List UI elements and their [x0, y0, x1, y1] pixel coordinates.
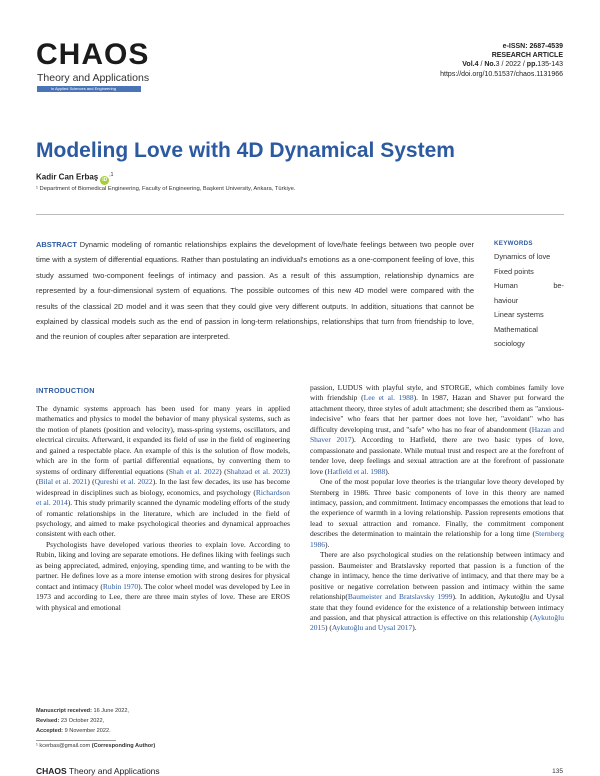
citation-link[interactable]: Sternberg 1986 [310, 529, 564, 549]
keyword-item: Fixed points [494, 266, 534, 276]
manuscript-dates [36, 706, 129, 736]
author-mark: ,1 [109, 172, 114, 178]
abstract [36, 237, 474, 345]
paragraph: Psychologists have developed various theories to explain love. According to Rubin, liking and loving are separate emotions. He defines liking with feelings such as being appreciated, admired, enjoying, spending time, and wanting to be with the partner. He defines love as a more intense emotion with strong desires for physical contact and intimacy (Rubin 1970). The color wheel model was developed by Lee in 1973 and according to Lee, there are three main styles of love. These are EROS with physical and emotional [36, 539, 290, 612]
citation-link[interactable]: Qureshi et al. 2022 [94, 477, 153, 487]
citation-link[interactable]: Hazan and Shaver 2017 [310, 424, 564, 445]
keyword-item: Dynamics of love [494, 252, 551, 261]
citation-link[interactable]: Shah et al. 2022 [168, 466, 220, 476]
citation-link[interactable]: Lee et al. 1988 [363, 393, 414, 403]
author-email[interactable]: ¹ kcerbas@gmail.com [36, 743, 91, 749]
footer-journal-name: CHAOS Theory and Applications [36, 766, 160, 776]
affiliation: ¹ Department of Biomedical Engineering, Faculty of Engineering, Başkent University, Ankara, Türkiye. [36, 186, 296, 192]
paper-title: Modeling Love with 4D Dynamical System [36, 139, 455, 162]
keyword-item: Human [494, 281, 518, 290]
citation-link[interactable]: Aykutoğlu and Uysal 2017 [331, 623, 413, 633]
page-number: 135 [552, 768, 563, 775]
journal-logo-bar: in Applied Sciences and Engineering [37, 86, 141, 92]
keyword-item: Mathematical [494, 324, 538, 334]
citation-link[interactable]: Aykutoğlu 2015 [310, 612, 564, 633]
keywords-heading: KEYWORDS [494, 240, 533, 247]
paragraph: The dynamic systems approach has been used for many years in applied mathematics and physics to model the behavior of many physical systems, such as the motion of planets (position and velocity), mass-spring systems, oscillators, and electrical circuits. Afterward, it expanded its field of use in the field of engineering and gained a respectable place. An example of this is the solution of flow models, which are in the form of partial differential equations, by converting them to systems of ordinary differential equations (Shah et al. 2022) (Shahzad et al. 2023) (Bilal et al. 2021) (Qureshi et al. 2022). In the last few decades, its use has become widespread in disciplines such as biology, economics, and psychology (Richardson et al. 2014). This study primarily scanned the dynamic modeling efforts of the study of romantic relationships in the literature, which are included in the field of psychology, and aimed to make psychological theories and dynamical approaches consistent with each other. [36, 404, 291, 539]
footnote-divider [36, 740, 116, 741]
citation-link[interactable]: Hatfield et al. 1988 [327, 466, 386, 476]
keyword-item: sociology [494, 339, 525, 348]
abstract-text: Dynamic modeling of romantic relationships explains the development of love/hate feelings between two people over time with a system of differential equations. Rather than postulating an individual's emotions as a one-component feeling of love, this study assumed two-component feelings of intimacy and passion. As a result of this assumption, relationship dynamics are represented by a four-dimensional system of equations. The possible outcomes of this new 4D model were compared with the results of the classical 2D model and it was seen that they could give very different outputs. In addition, situations that cannot be explained by classical models such as the end of passion in long-term relationships, relationships that turn from friendship to love, and the reunion of couples after separation are interpreted. [36, 240, 474, 342]
body-column-left [36, 404, 290, 613]
article-type: RESEARCH ARTICLE [491, 52, 563, 59]
keyword-item-split [494, 279, 564, 294]
header-divider [36, 214, 564, 215]
revised-date: Revised: 23 October 2022, [36, 718, 105, 724]
abstract-label: ABSTRACT [36, 240, 77, 249]
orcid-icon[interactable]: iD [102, 176, 108, 183]
section-heading-introduction: INTRODUCTION [36, 386, 95, 395]
received-date: Manuscript received: 16 June 2022, [36, 708, 129, 714]
citation-link[interactable]: Rubin 1970 [102, 581, 139, 591]
keywords-list [494, 250, 564, 352]
citation-link[interactable]: Baumeister and Bratslavsky 1999 [347, 592, 453, 602]
citation-link[interactable]: Richardson et al. 2014 [36, 487, 290, 508]
author-line [36, 172, 113, 185]
citation-link[interactable]: Shahzad et al. 2023 [226, 466, 288, 476]
body-column-right [310, 383, 564, 634]
keyword-item: haviour [494, 295, 519, 305]
paragraph: There are also psychological studies on the relationship between intimacy and passion. Baumeister and Bratslavsky reported that passion is a function of the change in intimacy, hence the time derivative of intimacy, and that there may be a positive or negative correlation between passion and intimacy within the same relationship(Baumeister and Bratslavsky 1999). In addition, Aykutoğlu and Uysal state that they found evidence for the existence of a relationship between intimacy and passion, and that physical attraction is effective on this relationship (Aykutoğlu 2015) (Aykutoğlu and Uysal 2017). [310, 550, 564, 633]
accepted-date: Accepted: 9 November 2022. [36, 728, 111, 734]
citation-link[interactable]: Bilal et al. 2021 [38, 477, 88, 487]
paragraph: passion, LUDUS with playful style, and STORGE, which combines family love with friendship (Lee et al. 1988). In 1987, Hazan and Shaver put forward the attachment theory, three styles of adult attachment; she described them as "anxious-indecisive" who fears that her partner does not love her, "avoidant" who has difficulty developing trust, and "safe" who has no fear of abandonment (Hazan and Shaver 2017). According to Hatfield, there are two basic types of love, compassionate and passionate. While mutual trust and respect are at the forefront of tender love, deep feelings and sexual attraction are at the forefront of passionate love (Hatfield et al. 1988). [310, 383, 565, 476]
keyword-item: be- [553, 281, 564, 290]
paragraph: One of the most popular love theories is the triangular love theory developed by Sternberg in 1986. Three basic components of love in this theory are named intimacy, passion, and commitment. Intimacy encompasses the emotions that lead to the experience of warmth in a loving relationship. Passion represents emotions that lead to sexual attraction and romance. Finally, the commitment component describes the determination to maintain the relationship for a long time (Sternberg 1986). [310, 477, 564, 549]
eissn: e-ISSN: 2687-4539 [502, 43, 563, 50]
keyword-item: Linear systems [494, 310, 544, 319]
volume-info: Vol.4 / No.3 / 2022 / pp.135-143 [462, 61, 563, 68]
journal-logo-subtitle: Theory and Applications [37, 72, 150, 84]
corresponding-author-footnote: ¹ kcerbas@gmail.com (Corresponding Author) [36, 743, 156, 749]
doi-link[interactable]: https://doi.org/10.51537/chaos.1131966 [440, 71, 563, 78]
journal-logo: CHAOS [36, 38, 150, 71]
author-name: Kadir Can Erbaş [36, 172, 99, 182]
